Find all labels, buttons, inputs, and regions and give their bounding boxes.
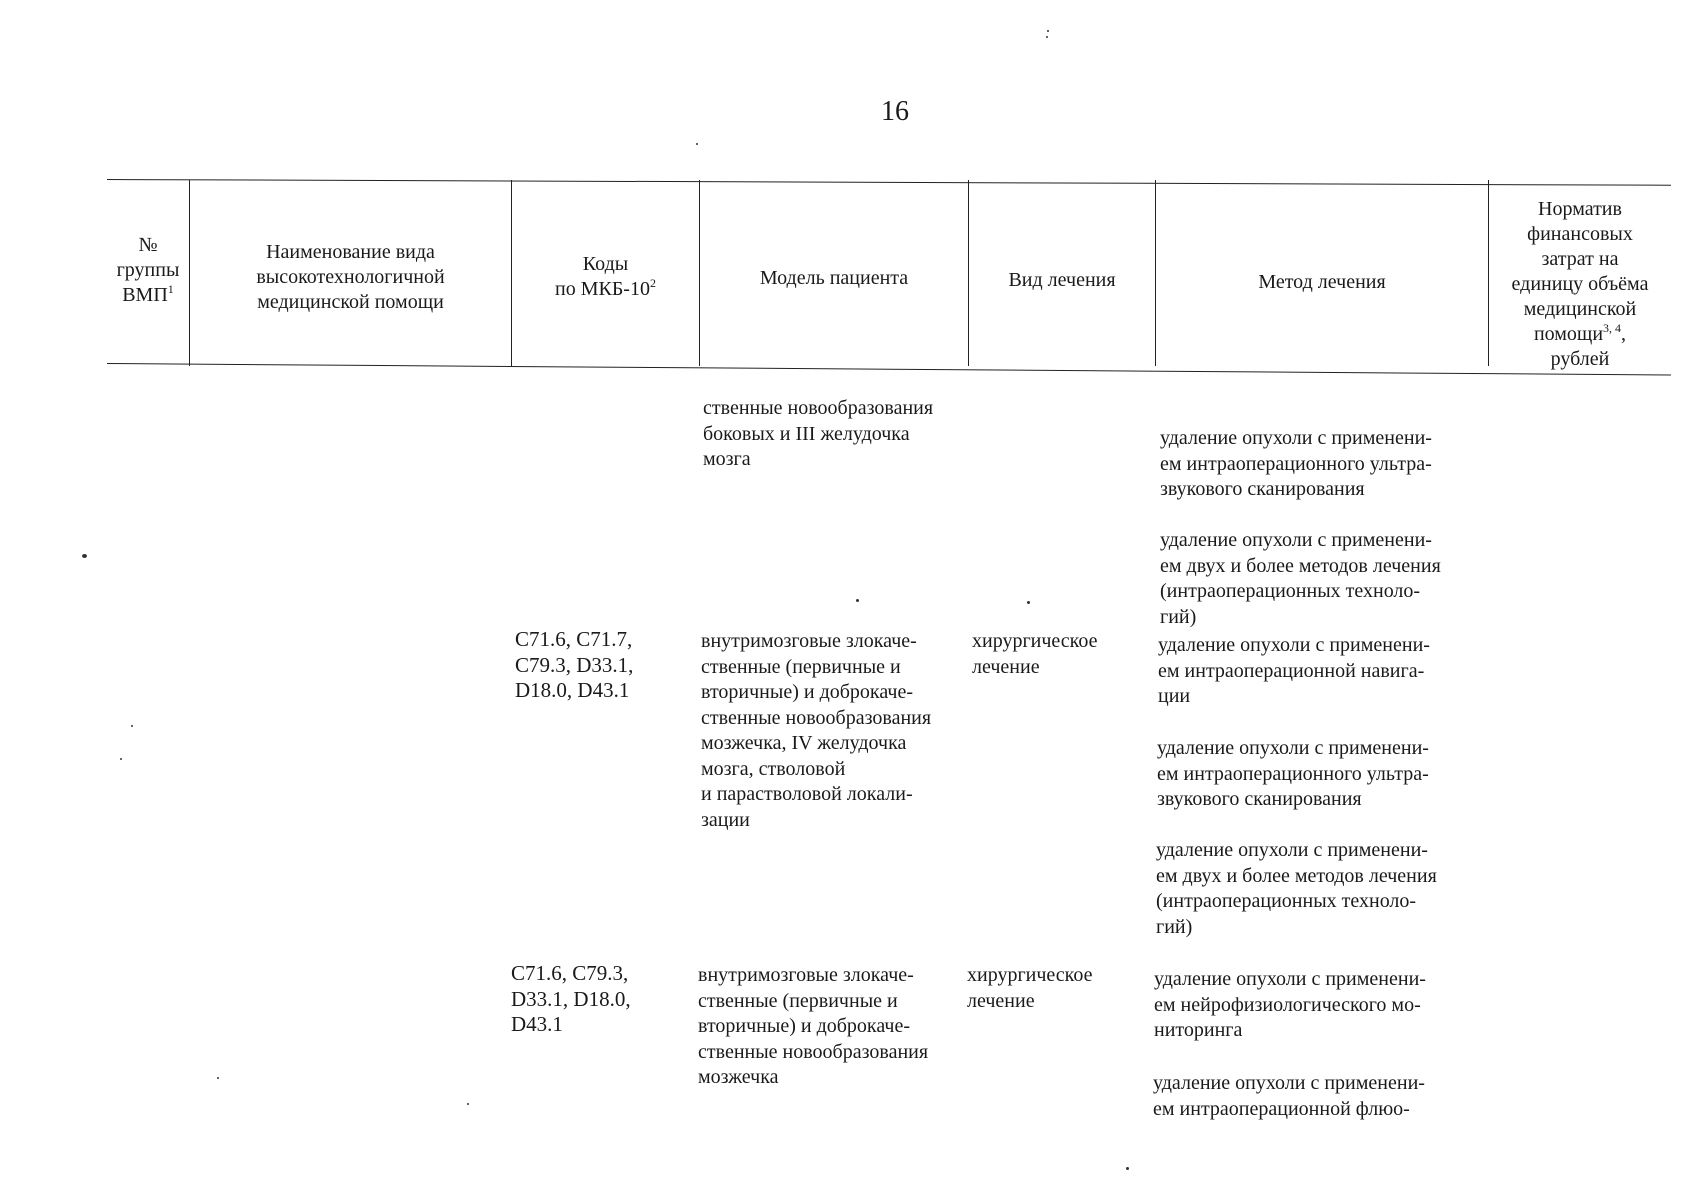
scan-speck <box>1046 36 1048 38</box>
row-top-patient-model: ственные новообразования боковых и III желудочка мозга <box>703 397 934 470</box>
scan-speck <box>467 1103 469 1105</box>
row-third-patient-model: внутримозговые злокаче- ственные (первичные и вторичные) и доброкаче- ственные новообразования мозжечка <box>698 964 929 1088</box>
scan-speck <box>82 554 87 558</box>
scan-speck <box>1027 601 1030 604</box>
row-second-method-1: удаление опухоли с применени- ем интраоперационной навига- ции <box>1158 634 1430 707</box>
row-second-method-3: удаление опухоли с применени- ем двух и более методов лечения (интраоперационных техноло- гий) <box>1156 839 1437 938</box>
page-number: 16 <box>881 96 909 127</box>
scan-speck <box>856 599 859 602</box>
header-group-number: № группы ВМП$^1$ <box>116 233 180 306</box>
scan-speck <box>120 758 122 760</box>
header-treatment-method: Метод лечения <box>1258 270 1386 293</box>
row-second-patient-model: внутримозговые злокаче- ственные (первичные и вторичные) и доброкаче- ственные новообразования мозжечка, IV желудочка мозга, стволовой и парастволовой локали- зации <box>701 630 932 831</box>
header-care-type: Наименование вида высокотехнологичной медицинской помощи <box>256 241 445 313</box>
row-third-method-1: удаление опухоли с применени- ем нейрофизиологического мо- ниторинга <box>1154 968 1426 1041</box>
scan-speck <box>217 1077 219 1079</box>
scan-speck <box>696 143 698 145</box>
row-third-method-2: удаление опухоли с применени- ем интраоперационной флюо- <box>1153 1072 1425 1120</box>
row-third-icd-codes: C71.6, C79.3, D33.1, D18.0, D43.1 <box>511 961 631 1036</box>
row-top-method-2: удаление опухоли с применени- ем двух и более методов лечения (интраоперационных техноло- гий) <box>1160 529 1441 628</box>
header-cost-standard: Норматив финансовых затрат на единицу объёма медицинской помощи$^{3, 4}$, рублей <box>1511 197 1649 370</box>
header-top-rule <box>107 179 1671 186</box>
row-top-method-1: удаление опухоли с применени- ем интраоперационного ультра- звукового сканирования <box>1160 427 1432 500</box>
scan-speck <box>1126 1167 1129 1170</box>
scan-speck <box>1047 30 1049 32</box>
header-icd-codes: Коды по МКБ-$10^2$ <box>555 253 656 300</box>
row-second-method-2: удаление опухоли с применени- ем интраоперационного ультра- звукового сканирования <box>1157 737 1429 810</box>
header-treatment-type: Вид лечения <box>1008 268 1116 291</box>
row-third-treatment-type: хирургическое лечение <box>967 964 1093 1012</box>
row-second-icd-codes: C71.6, C71.7, C79.3, D33.1, D18.0, D43.1 <box>515 627 634 702</box>
row-second-treatment-type: хирургическое лечение <box>972 630 1098 678</box>
header-patient-model: Модель пациента <box>759 266 909 289</box>
scan-speck <box>131 725 133 727</box>
